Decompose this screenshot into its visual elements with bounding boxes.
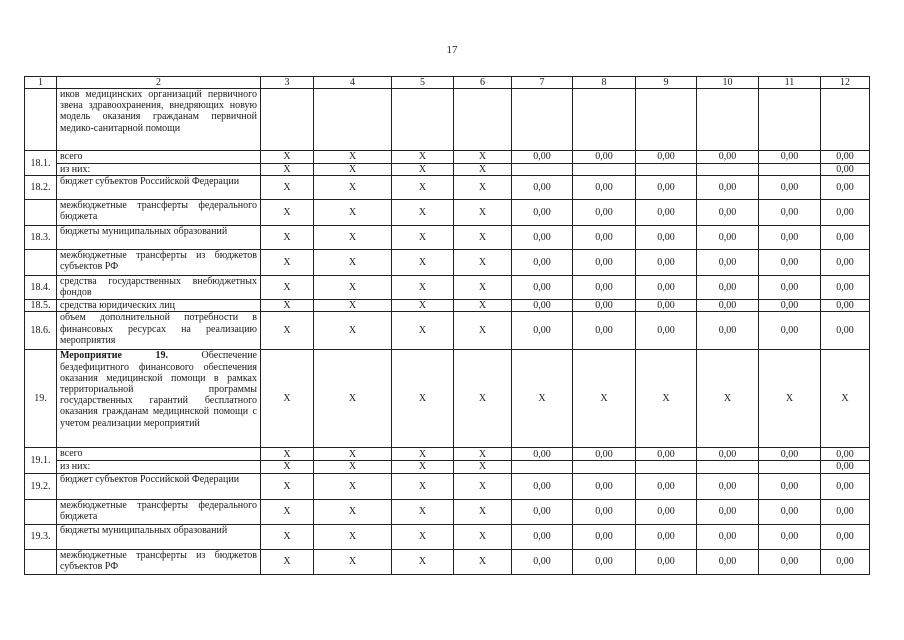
value-cell: X [392,250,454,276]
value-cell: X [261,473,314,499]
value-cell: 0,00 [697,200,759,226]
value-cell: 0,00 [636,473,697,499]
value-cell: 0,00 [759,226,821,250]
value-cell: 0,00 [512,524,573,549]
value-cell: 0,00 [821,164,870,176]
value-cell: 0,00 [821,312,870,350]
value-cell: X [454,226,512,250]
value-cell: 0,00 [821,461,870,473]
value-cell: 0,00 [636,499,697,524]
column-header: 8 [573,77,636,89]
row-description: бюджеты муниципальных образований [57,524,261,549]
value-cell: 0,00 [512,312,573,350]
table-row [25,549,870,574]
value-cell: 0,00 [697,448,759,461]
value-cell: 0,00 [573,499,636,524]
value-cell [512,461,573,473]
row-number: 18.5. [25,300,57,312]
value-cell: 0,00 [759,200,821,226]
value-cell: X [512,350,573,448]
value-cell [759,89,821,151]
value-cell: X [314,549,392,574]
row-number [25,200,57,226]
table-row [25,499,870,524]
value-cell: X [314,176,392,200]
value-cell: X [454,200,512,226]
row-number: 18.1. [25,151,57,176]
value-cell: 0,00 [573,448,636,461]
value-cell: X [261,176,314,200]
row-description: иков медицинских организаций первичного звена здравоохранения, внедряющих новую модель оказания гражданам первичной медико-санитарной помощи [57,89,261,151]
column-header: 10 [697,77,759,89]
value-cell: 0,00 [573,300,636,312]
value-cell: 0,00 [759,312,821,350]
value-cell: X [392,499,454,524]
row-number: 18.6. [25,312,57,350]
value-cell: 0,00 [759,276,821,300]
value-cell: X [454,350,512,448]
value-cell: 0,00 [512,473,573,499]
column-header: 3 [261,77,314,89]
value-cell: 0,00 [573,200,636,226]
value-cell: X [392,200,454,226]
column-header: 5 [392,77,454,89]
value-cell: 0,00 [821,473,870,499]
value-cell: X [454,176,512,200]
value-cell: 0,00 [636,151,697,164]
value-cell: 0,00 [573,151,636,164]
value-cell: X [454,499,512,524]
value-cell: X [454,276,512,300]
row-number: 19. [25,350,57,448]
row-description: бюджет субъектов Российской Федерации [57,176,261,200]
value-cell [821,89,870,151]
value-cell: 0,00 [759,250,821,276]
value-cell: 0,00 [697,276,759,300]
value-cell: 0,00 [636,300,697,312]
value-cell: X [314,151,392,164]
value-cell: 0,00 [759,473,821,499]
value-cell: 0,00 [759,151,821,164]
value-cell: 0,00 [636,200,697,226]
value-cell [697,164,759,176]
budget-table [24,76,870,575]
value-cell: X [314,499,392,524]
row-description: межбюджетные трансферты федерального бюджета [57,200,261,226]
value-cell: X [314,200,392,226]
value-cell: 0,00 [573,524,636,549]
value-cell: 0,00 [573,176,636,200]
value-cell: 0,00 [821,276,870,300]
value-cell: 0,00 [636,524,697,549]
header-row [25,77,870,89]
column-header: 12 [821,77,870,89]
value-cell: X [261,300,314,312]
value-cell: X [261,200,314,226]
row-description: межбюджетные трансферты федерального бюджета [57,499,261,524]
table-row [25,164,870,176]
value-cell: 0,00 [636,448,697,461]
value-cell: 0,00 [512,250,573,276]
value-cell: 0,00 [512,499,573,524]
row-description: средства юридических лиц [57,300,261,312]
value-cell: 0,00 [759,300,821,312]
table-row [25,89,870,151]
value-cell: X [392,524,454,549]
value-cell: X [392,350,454,448]
value-cell: X [314,300,392,312]
value-cell: X [392,312,454,350]
value-cell: X [392,276,454,300]
value-cell: 0,00 [573,312,636,350]
table-row [25,461,870,473]
value-cell: 0,00 [697,499,759,524]
row-number [25,499,57,524]
row-description: объем дополнительной потребности в финансовых ресурсах на реализацию мероприятия [57,312,261,350]
table-row [25,276,870,300]
value-cell: 0,00 [759,549,821,574]
column-header: 9 [636,77,697,89]
value-cell: 0,00 [821,151,870,164]
row-number: 18.3. [25,226,57,250]
value-cell: X [314,226,392,250]
value-cell: 0,00 [636,176,697,200]
value-cell: X [261,226,314,250]
value-cell: X [697,350,759,448]
row-description: всего [57,151,261,164]
row-description: межбюджетные трансферты из бюджетов субъектов РФ [57,250,261,276]
row-number: 18.4. [25,276,57,300]
table-row [25,473,870,499]
value-cell [512,164,573,176]
column-header: 1 [25,77,57,89]
value-cell [392,89,454,151]
value-cell: 0,00 [636,312,697,350]
value-cell: X [261,549,314,574]
value-cell: 0,00 [821,176,870,200]
value-cell: 0,00 [512,448,573,461]
value-cell: X [314,312,392,350]
value-cell: 0,00 [697,151,759,164]
value-cell: 0,00 [821,300,870,312]
value-cell [573,461,636,473]
value-cell: 0,00 [512,549,573,574]
value-cell: 0,00 [573,473,636,499]
value-cell: 0,00 [821,524,870,549]
value-cell [314,89,392,151]
value-cell: 0,00 [512,176,573,200]
value-cell: X [454,300,512,312]
value-cell: X [392,164,454,176]
value-cell: 0,00 [697,524,759,549]
value-cell: X [454,250,512,276]
value-cell: X [392,226,454,250]
value-cell: X [392,549,454,574]
value-cell: X [261,448,314,461]
value-cell: 0,00 [821,200,870,226]
table-row [25,176,870,200]
value-cell: 0,00 [697,176,759,200]
value-cell: 0,00 [759,499,821,524]
row-number [25,549,57,574]
row-description: бюджеты муниципальных образований [57,226,261,250]
value-cell: X [454,164,512,176]
value-cell: 0,00 [697,300,759,312]
value-cell: X [314,448,392,461]
value-cell: X [454,151,512,164]
value-cell: 0,00 [821,549,870,574]
value-cell: 0,00 [821,448,870,461]
value-cell: X [392,151,454,164]
value-cell [636,164,697,176]
value-cell: X [392,176,454,200]
table-row [25,350,870,448]
value-cell [573,164,636,176]
value-cell [636,461,697,473]
column-header: 4 [314,77,392,89]
column-header: 7 [512,77,573,89]
value-cell: 0,00 [821,226,870,250]
value-cell: 0,00 [759,176,821,200]
value-cell: X [314,164,392,176]
value-cell [454,89,512,151]
row-description: средства государственных внебюджетных фондов [57,276,261,300]
value-cell [697,461,759,473]
value-cell [512,89,573,151]
value-cell: 0,00 [821,250,870,276]
row-description: всего [57,448,261,461]
value-cell: X [261,276,314,300]
value-cell: X [261,151,314,164]
value-cell: 0,00 [697,473,759,499]
value-cell: X [392,461,454,473]
value-cell: X [454,524,512,549]
table-row [25,312,870,350]
value-cell: X [759,350,821,448]
value-cell: X [314,250,392,276]
value-cell: X [261,524,314,549]
value-cell: X [261,312,314,350]
value-cell: X [261,350,314,448]
value-cell: 0,00 [821,499,870,524]
value-cell: X [454,473,512,499]
value-cell: X [454,448,512,461]
row-number: 19.3. [25,524,57,549]
row-number [25,89,57,151]
value-cell [759,461,821,473]
value-cell: X [261,250,314,276]
value-cell: X [392,473,454,499]
value-cell: 0,00 [697,312,759,350]
value-cell: 0,00 [636,549,697,574]
value-cell: 0,00 [759,524,821,549]
table-row [25,300,870,312]
row-number: 19.2. [25,473,57,499]
table-body [25,77,870,575]
value-cell: 0,00 [573,226,636,250]
value-cell: 0,00 [697,226,759,250]
row-description [57,350,261,448]
value-cell: 0,00 [573,276,636,300]
value-cell: X [454,549,512,574]
value-cell [573,89,636,151]
page-number: 17 [446,44,458,56]
row-description: межбюджетные трансферты из бюджетов субъектов РФ [57,549,261,574]
value-cell: X [314,524,392,549]
row-number [25,250,57,276]
table-row [25,226,870,250]
value-cell: 0,00 [573,250,636,276]
value-cell: X [636,350,697,448]
value-cell [697,89,759,151]
value-cell: X [392,448,454,461]
value-cell: X [392,300,454,312]
value-cell: X [314,350,392,448]
row-description: из них: [57,461,261,473]
value-cell: 0,00 [573,549,636,574]
value-cell [261,89,314,151]
value-cell: 0,00 [759,448,821,461]
value-cell: X [261,499,314,524]
value-cell: 0,00 [512,200,573,226]
value-cell: X [314,461,392,473]
value-cell: 0,00 [512,276,573,300]
table-row [25,448,870,461]
measure-text: Обеспечение бездефицитного финансового обеспечения оказания медицинской помощи в рамках территориальной программы государственных гарантий бесплатного оказания гражданам медицинской помощи с учетом реализации мероприятий [60,350,257,429]
row-number: 18.2. [25,176,57,200]
value-cell [636,89,697,151]
value-cell: X [261,164,314,176]
measure-title: Мероприятие 19. [60,350,168,362]
column-header: 11 [759,77,821,89]
value-cell: 0,00 [636,276,697,300]
value-cell: X [454,312,512,350]
column-header: 2 [57,77,261,89]
value-cell: 0,00 [512,300,573,312]
value-cell: X [314,473,392,499]
table-row [25,200,870,226]
value-cell: 0,00 [636,250,697,276]
value-cell [759,164,821,176]
value-cell: X [573,350,636,448]
value-cell: 0,00 [512,151,573,164]
row-description: бюджет субъектов Российской Федерации [57,473,261,499]
table-row [25,151,870,164]
value-cell: X [261,461,314,473]
table-row [25,250,870,276]
value-cell: X [314,276,392,300]
column-header: 6 [454,77,512,89]
value-cell: 0,00 [636,226,697,250]
table-row [25,524,870,549]
value-cell: X [454,461,512,473]
value-cell: X [821,350,870,448]
value-cell: 0,00 [512,226,573,250]
row-description: из них: [57,164,261,176]
row-number: 19.1. [25,448,57,473]
value-cell: 0,00 [697,250,759,276]
value-cell: 0,00 [697,549,759,574]
